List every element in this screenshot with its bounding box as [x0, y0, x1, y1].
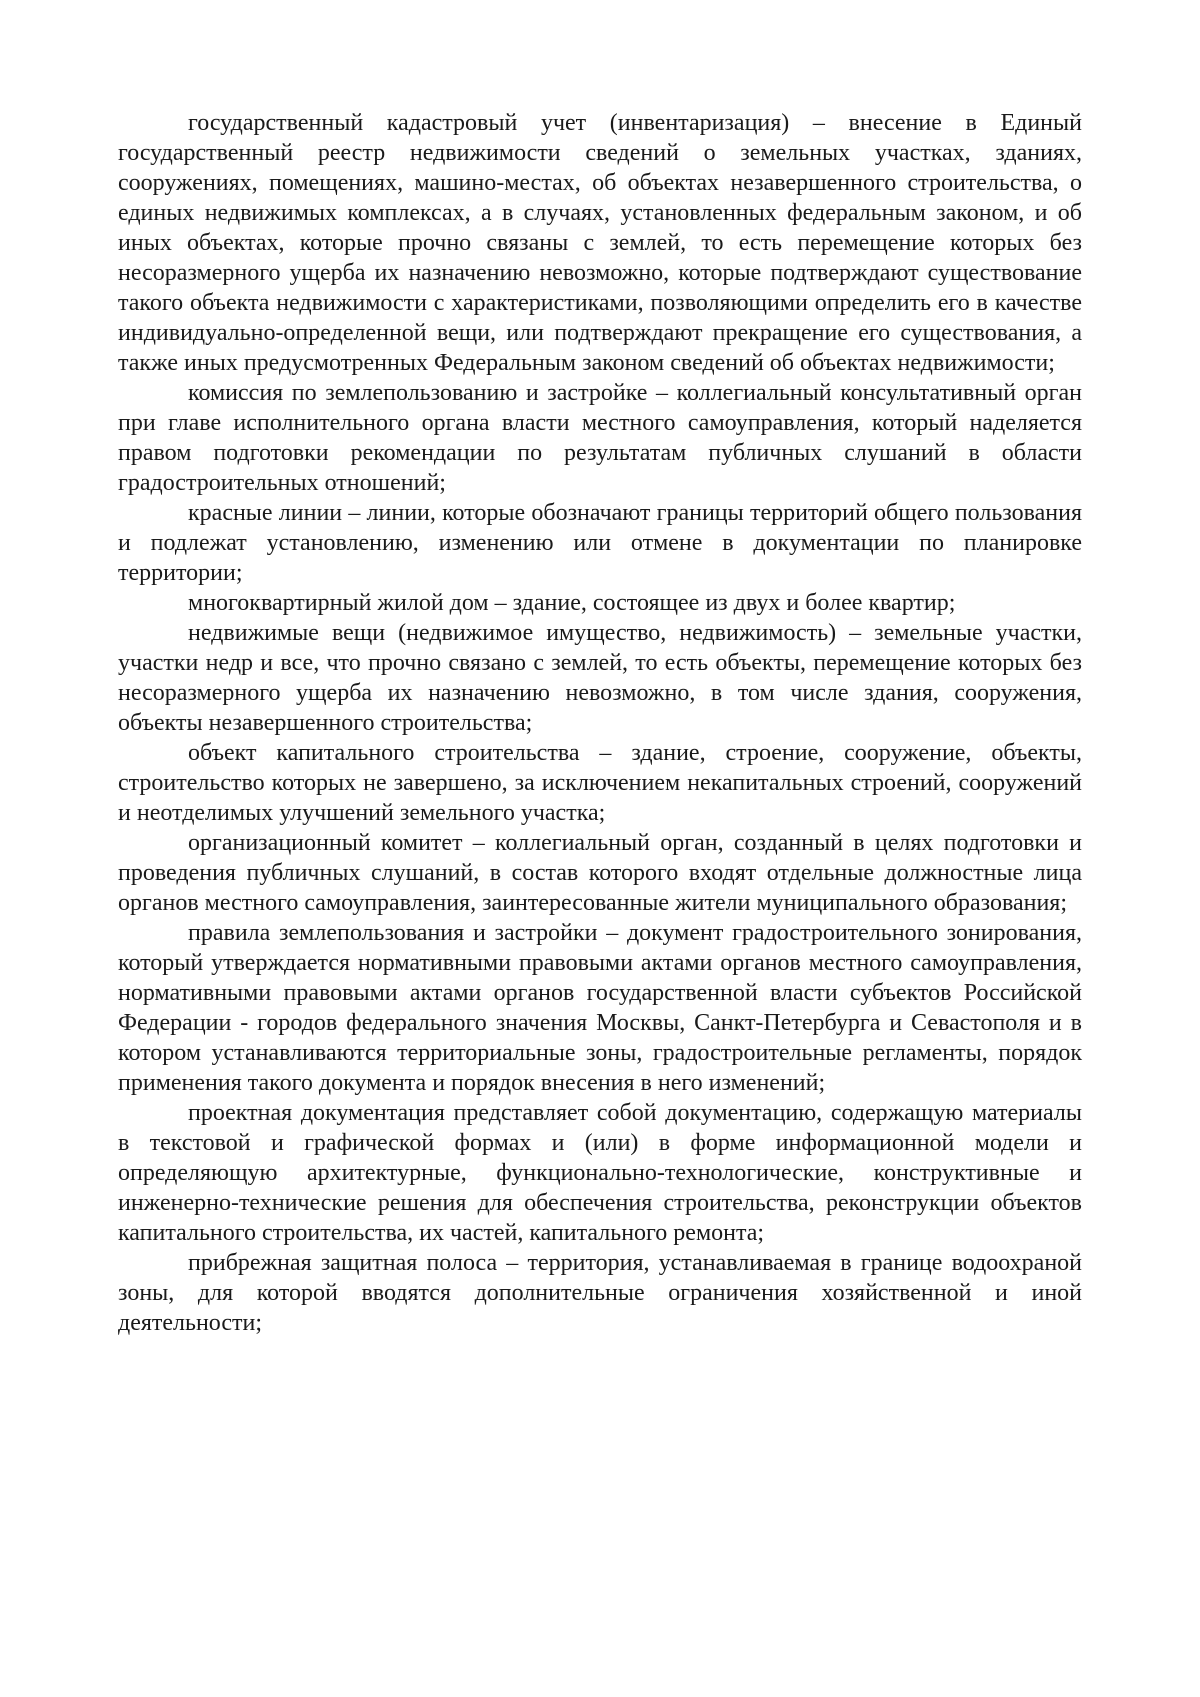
definition-paragraph: недвижимые вещи (недвижимое имущество, недвижимость) – земельные участки, участки недр и все, что прочно связано с землей, то есть объекты, перемещение которых без несоразмерного ущерба их назначению невозможно, в том числе здания, сооружения, объекты незавершенного строительства;: [118, 620, 1082, 736]
definition-paragraph: государственный кадастровый учет (инвентаризация) – внесение в Единый государственный реестр недвижимости сведений о земельных участках, зданиях, сооружениях, помещениях, машино-местах, об объектах незавершенного строительства, о единых недвижимых комплексах, а в случаях, установленных федеральным законом, и об иных объектах, которые прочно связаны с землей, то есть перемещение которых без несоразмерного ущерба их назначению невозможно, которые подтверждают существование такого объекта недвижимости с характеристиками, позволяющими определить его в качестве индивидуально-определенной вещи, или подтверждают прекращение его существования, а также иных предусмотренных Федеральным законом сведений об объектах недвижимости;: [118, 110, 1082, 376]
definition-paragraph: правила землепользования и застройки – документ градостроительного зонирования, который утверждается нормативными правовыми актами органов местного самоуправления, нормативными правовыми актами органов государственной власти субъектов Российской Федерации - городов федерального значения Москвы, Санкт-Петербурга и Севастополя и в котором устанавливаются территориальные зоны, градостроительные регламенты, порядок применения такого документа и порядок внесения в него изменений;: [118, 920, 1082, 1096]
definition-paragraph: проектная документация представляет собой документацию, содержащую материалы в текстовой и графической формах и (или) в форме информационной модели и определяющую архитектурные, функционально-технологические, конструктивные и инженерно-технические решения для обеспечения строительства, реконструкции объектов капитального строительства, их частей, капитального ремонта;: [118, 1100, 1082, 1246]
definition-paragraph: комиссия по землепользованию и застройке – коллегиальный консультативный орган при главе исполнительного органа власти местного самоуправления, который наделяется правом подготовки рекомендации по результатам публичных слушаний в области градостроительных отношений;: [118, 380, 1082, 496]
definition-paragraph: прибрежная защитная полоса – территория, устанавливаемая в границе водоохраной зоны, для которой вводятся дополнительные ограничения хозяйственной и иной деятельности;: [118, 1250, 1082, 1336]
document-page: [118, 108, 1082, 1338]
definition-paragraph: организационный комитет – коллегиальный орган, созданный в целях подготовки и проведения публичных слушаний, в состав которого входят отдельные должностные лица органов местного самоуправления, заинтересованные жители муниципального образования;: [118, 830, 1082, 916]
definition-paragraph: многоквартирный жилой дом – здание, состоящее из двух и более квартир;: [188, 590, 956, 616]
definition-paragraph: объект капитального строительства – здание, строение, сооружение, объекты, строительство которых не завершено, за исключением некапитальных строений, сооружений и неотделимых улучшений земельного участка;: [118, 740, 1082, 826]
definition-paragraph: красные линии – линии, которые обозначают границы территорий общего пользования и подлежат установлению, изменению или отмене в документации по планировке территории;: [118, 500, 1082, 586]
